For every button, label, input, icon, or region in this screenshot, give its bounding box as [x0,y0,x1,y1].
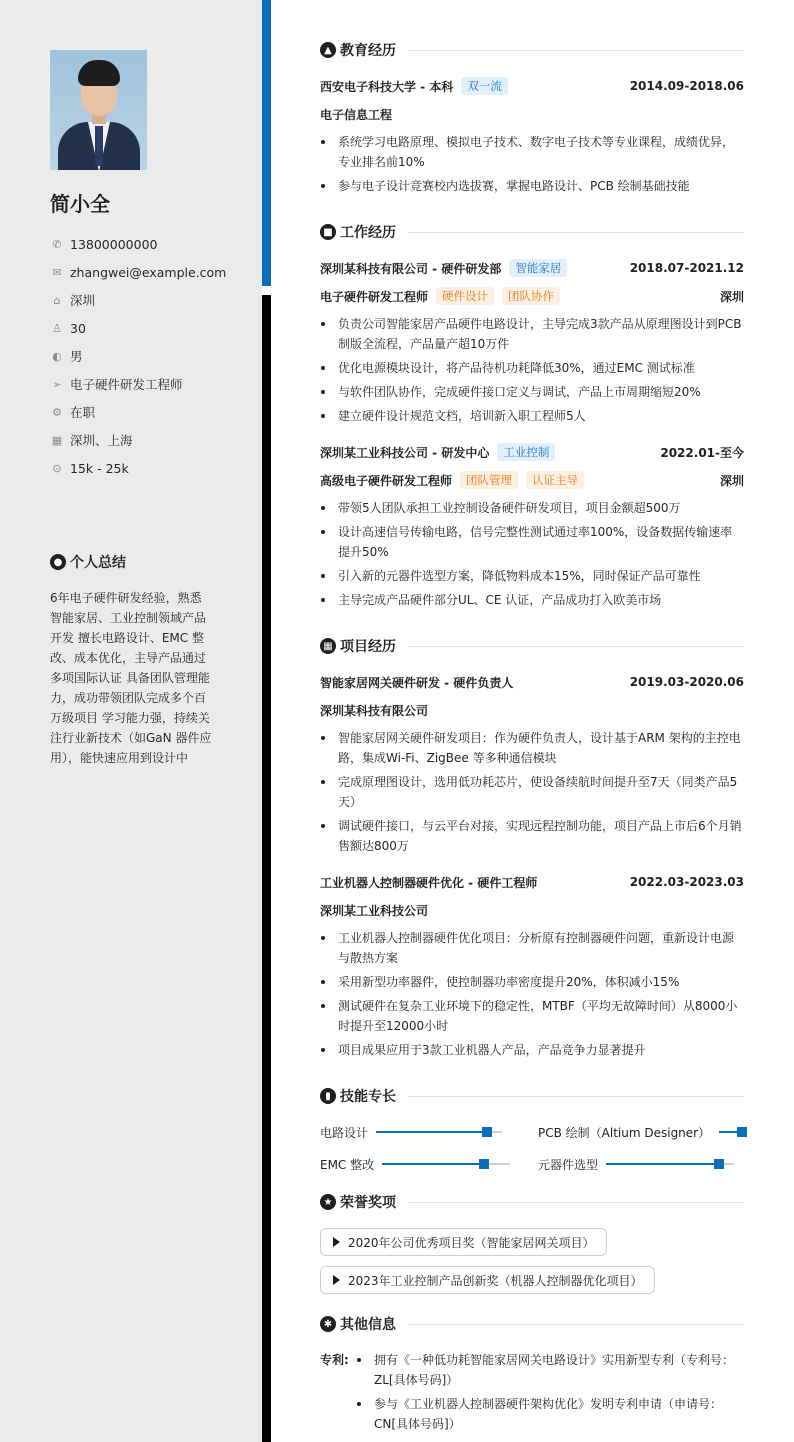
sidebar [0,0,262,1442]
skill-name: EMC 整改 [320,1157,375,1172]
project-bullets [320,928,744,1064]
project-name: 工业机器人控制器硬件优化 - 硬件工程师 [320,875,538,890]
graduation-cap-icon: ▲ [320,42,336,58]
list-item: 工业机器人控制器硬件优化项目：分析原有控制器硬件问题，重新设计电源与散热方案 [320,928,744,968]
section-divider [408,1324,744,1325]
school-name: 西安电子科技大学 - 本科 [320,79,454,94]
contact-cities [50,426,226,454]
skill-item [320,1154,510,1174]
job-header [320,442,744,462]
contact-value: 15k - 25k [70,460,129,476]
profile-name: 简小全 [50,192,110,216]
contact-email [50,258,226,286]
contact-value: zhangwei@example.com [70,264,227,280]
education-major-row [320,104,744,124]
job-date: 2022.01-至今 [660,445,744,460]
job-city: 深圳 [719,473,744,488]
section-awards [320,1192,744,1212]
section-title: 荣誉奖项 [340,1195,396,1211]
section-title: 其他信息 [340,1317,396,1333]
list-item: 主导完成产品硬件部分UL、CE 认证，产品成功打入欧美市场 [320,590,744,610]
list-item: 采用新型功率器件，使控制器功率密度提升20%，体积减小15% [320,972,744,992]
list-item: 建立硬件设计规范文档，培训新入职工程师5人 [320,406,744,426]
list-item: 带领5人团队承担工业控制设备硬件研发项目，项目金额超500万 [320,498,744,518]
section-other [320,1314,744,1334]
project-name: 智能家居网关硬件研发 - 硬件负责人 [320,675,514,690]
job-role-row [320,470,744,490]
list-item: 优化电源模块设计，将产品待机功耗降低30%，通过EMC 测试标准 [320,358,744,378]
education-bullets [320,132,744,200]
job-bullets [320,314,744,430]
age-icon: ♙ [52,321,62,335]
job-city: 深圳 [719,289,744,304]
section-divider [408,50,744,51]
list-item: 智能家居网关硬件研发项目：作为硬件负责人，设计基于ARM 架构的主控电路，集成Wi-Fi、ZigBee 等多种通信模块 [320,728,744,768]
caret-right-icon [333,1275,340,1285]
award-icon: ★ [320,1194,336,1210]
job-bullets [320,498,744,614]
award-item[interactable] [320,1266,655,1294]
phone-icon: ✆ [52,237,62,251]
school-tag: 双一流 [461,77,508,95]
project-date: 2022.03-2023.03 [629,875,744,889]
contact-gender [50,342,226,370]
section-title: 工作经历 [340,225,396,241]
list-item: 负责公司智能家居产品硬件电路设计，主导完成3款产品从原理图设计到PCB 制版全流程，产品量产超10万件 [320,314,744,354]
project-company: 深圳某科技有限公司 [320,703,429,718]
project-company-row [320,900,744,920]
list-item: 设计高速信号传输电路，信号完整性测试通过率100%，设备数据传输速率提升50% [320,522,744,562]
summary-title: 个人总结 [70,555,126,571]
award-text: 2020年公司优秀项目奖（智能家居网关项目） [348,1235,595,1250]
job-role: 电子硬件研发工程师 [320,289,429,304]
skill-tag: 认证主导 [526,471,584,489]
divider-bar [262,295,271,1442]
mail-icon: ✉ [52,265,62,279]
gender-icon: ◐ [52,349,62,363]
contact-value: 男 [70,349,83,364]
contact-salary [50,454,226,482]
salary-icon: ⊙ [52,461,62,475]
patent-list [357,1350,744,1438]
job-company: 深圳某工业科技公司 - 研发中心 [320,445,490,460]
section-divider [408,232,744,233]
skill-item [320,1122,502,1142]
paper-plane-icon: ➢ [52,377,62,391]
section-title: 项目经历 [340,639,396,655]
project-date: 2019.03-2020.06 [629,675,744,689]
list-item: 调试硬件接口，与云平台对接，实现远程控制功能，项目产品上市后6个月销售额达800万 [320,816,744,856]
list-item: 参与《工业机器人控制器硬件架构优化》发明专利申请（申请号：CN[具体号码]） [357,1394,744,1434]
list-item: 参与电子设计竞赛校内选拔赛，掌握电路设计、PCB 绘制基础技能 [320,176,744,196]
project-header [320,872,744,892]
contact-age [50,314,226,342]
skill-bar-knob [482,1127,492,1137]
skill-item [538,1154,734,1174]
section-title: 技能专长 [340,1089,396,1105]
home-icon: ⌂ [53,293,61,307]
section-divider [408,1202,744,1203]
contact-value: 13800000000 [70,236,158,252]
patent-label: 专利: [320,1353,349,1367]
list-item: 测试硬件在复杂工业环境下的稳定性，MTBF（平均无故障时间）从8000小时提升至12000小时 [320,996,744,1036]
education-header [320,76,744,96]
major: 电子信息工程 [320,107,393,122]
skill-name: PCB 绘制（Altium Designer） [538,1125,711,1140]
accent-bar [262,0,271,286]
info-icon: ✱ [320,1316,336,1332]
list-item: 完成原理图设计，选用低功耗芯片，使设备续航时间提升至7天（同类产品5天） [320,772,744,812]
skill-bar [382,1163,510,1165]
caret-right-icon [333,1237,340,1247]
skill-bar-knob [479,1159,489,1169]
building-icon: ▦ [51,433,63,447]
section-title: 教育经历 [340,43,396,59]
section-divider [408,646,744,647]
award-text: 2023年工业控制产品创新奖（机器人控制器优化项目） [348,1273,643,1288]
job-header [320,258,744,278]
section-projects [320,636,744,656]
contact-value: 电子硬件研发工程师 [70,377,183,392]
summary-text: 6年电子硬件研发经验，熟悉智能家居、工业控制领域产品开发 擅长电路设计、EMC 整改、成本优化，主导产品通过多项国际认证 具备团队管理能力，成功带领团队完成多个百万级项目 学习能力强，持续关注行业新技术（如GaN 器件应用），能快速应用到设计中 [50,591,212,765]
contact-location [50,286,226,314]
skill-bar [606,1163,734,1165]
list-item: 系统学习电路原理、模拟电子技术、数字电子技术等专业课程，成绩优异，专业排名前10% [320,132,744,172]
user-icon: ● [50,554,66,570]
skill-bar [719,1131,744,1133]
contact-list [50,230,226,482]
job-role-row [320,286,744,306]
skill-bar-knob [737,1127,747,1137]
contact-value: 深圳、上海 [70,433,133,448]
project-company-row [320,700,744,720]
contact-value: 深圳 [70,293,96,308]
grid-icon: ▦ [320,638,336,654]
contact-position [50,370,226,398]
skill-bar-knob [714,1159,724,1169]
section-work [320,222,744,242]
bar-chart-icon: ▮ [320,1088,336,1104]
project-company: 深圳某工业科技公司 [320,903,429,918]
skill-name: 元器件选型 [538,1157,599,1172]
education-date: 2014.09-2018.06 [629,79,744,93]
section-education [320,40,744,60]
contact-phone [50,230,226,258]
skill-tag: 团队协作 [502,287,560,305]
job-role: 高级电子硬件研发工程师 [320,473,453,488]
project-bullets [320,728,744,860]
contact-value: 30 [70,320,86,336]
section-divider [408,1096,744,1097]
skill-tag: 团队管理 [460,471,518,489]
briefcase-icon: ■ [320,224,336,240]
section-skills [320,1086,744,1106]
summary-heading [50,552,126,572]
job-tag: 工业控制 [497,443,555,461]
job-date: 2018.07-2021.12 [629,261,744,275]
contact-value: 在职 [70,405,96,420]
skill-bar [376,1131,502,1133]
list-item: 引入新的元器件选型方案，降低物料成本15%，同时保证产品可靠性 [320,566,744,586]
list-item: 与软件团队协作，完成硬件接口定义与调试，产品上市周期缩短20% [320,382,744,402]
skill-item [538,1122,744,1142]
contact-status [50,398,226,426]
list-item: 拥有《一种低功耗智能家居网关电路设计》实用新型专利（专利号：ZL[具体号码]） [357,1350,744,1390]
job-company: 深圳某科技有限公司 - 硬件研发部 [320,261,502,276]
skill-tag: 硬件设计 [436,287,494,305]
award-item[interactable] [320,1228,607,1256]
skill-name: 电路设计 [320,1125,369,1140]
project-header [320,672,744,692]
status-icon: ⚙ [52,405,62,419]
profile-photo [50,50,147,170]
job-tag: 智能家居 [509,259,567,277]
list-item: 项目成果应用于3款工业机器人产品，产品竞争力显著提升 [320,1040,744,1060]
